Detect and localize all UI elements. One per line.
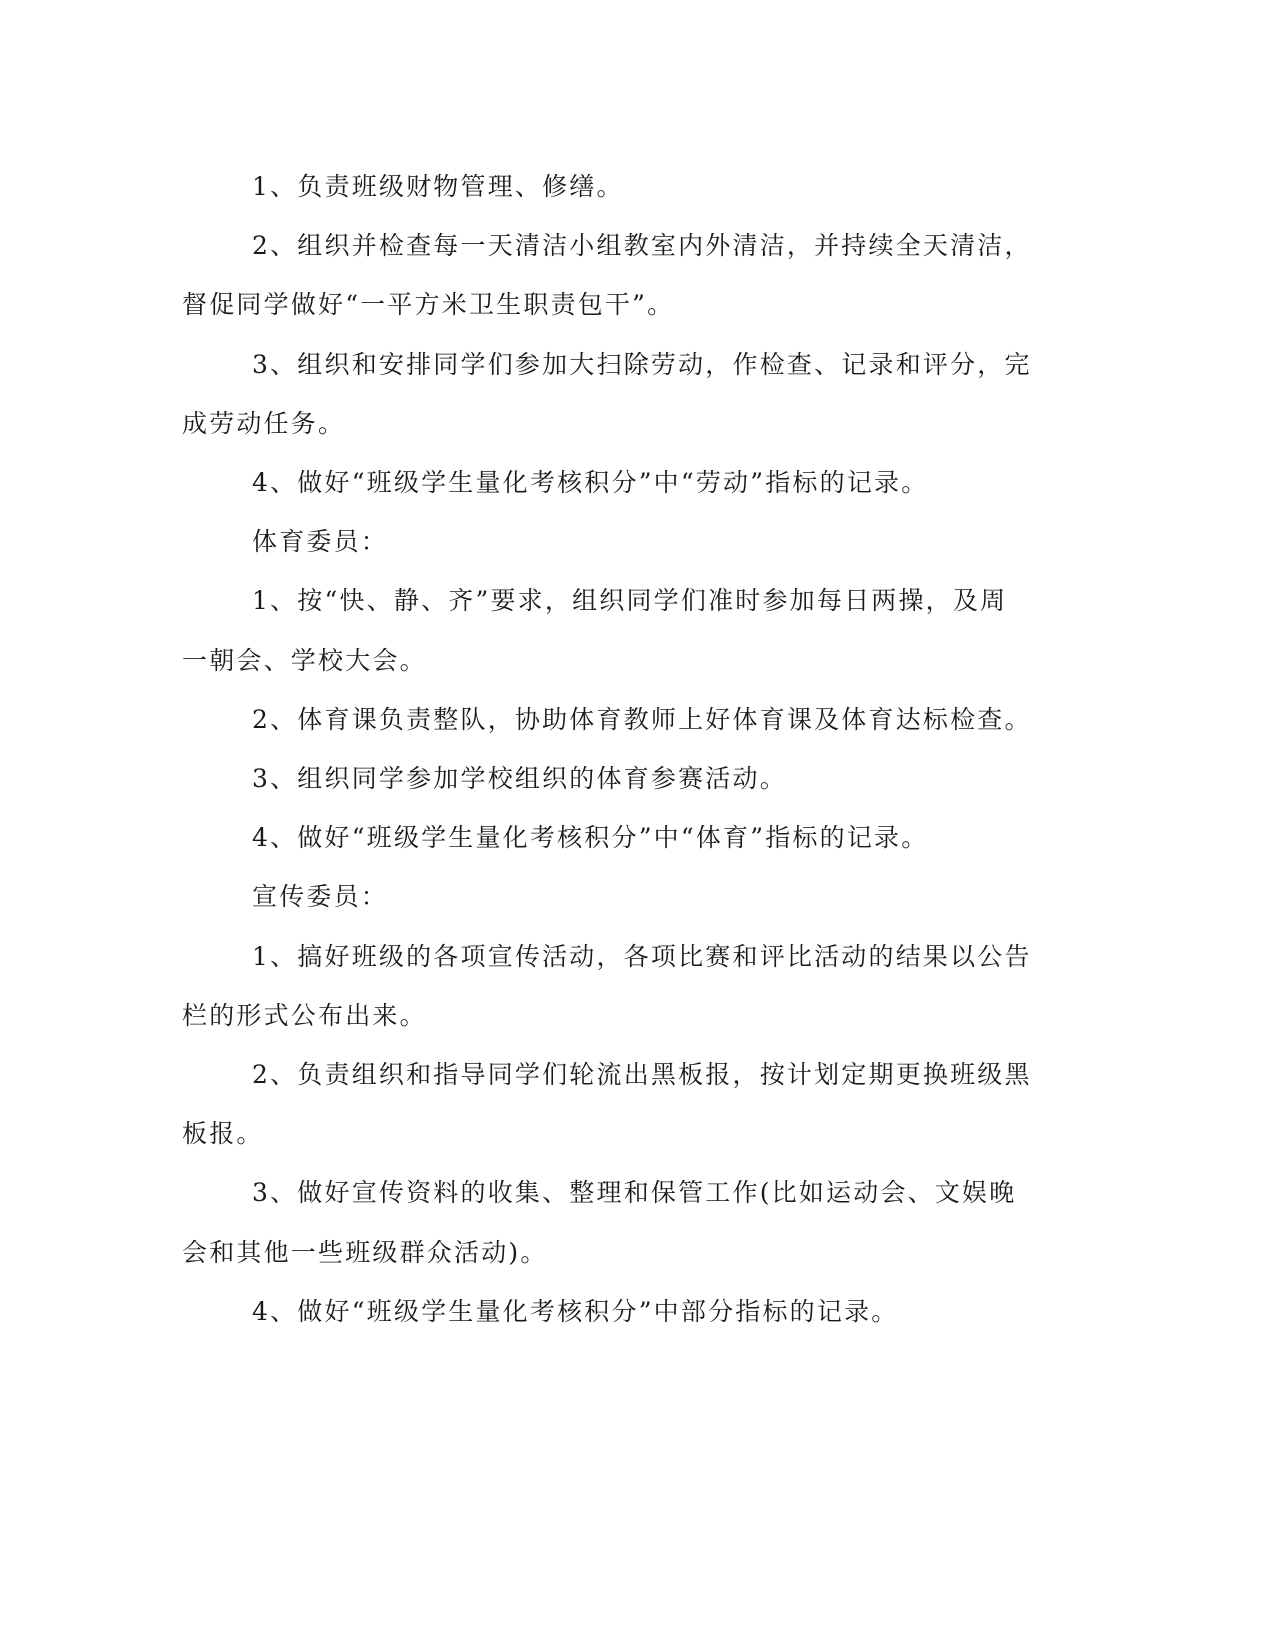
publicity-duty-4: 4、做好“班级学生量化考核积分”中部分指标的记录。 <box>252 1296 899 1326</box>
labor-duty-2: 2、组织并检查每一天清洁小组教室内外清洁，并持续全天清洁，督促同学做好“一平方米卫生职责包干”。 <box>182 231 1032 320</box>
sports-duty-2: 2、体育课负责整队，协助体育教师上好体育课及体育达标检查。 <box>252 704 1032 734</box>
section-heading-publicity: 宣传委员： <box>252 882 389 912</box>
section-heading-sports: 体育委员： <box>252 527 389 557</box>
labor-duty-1: 1、负责班级财物管理、修缮。 <box>252 172 624 201</box>
labor-duty-4: 4、做好“班级学生量化考核积分”中“劳动”指标的记录。 <box>252 468 929 498</box>
sports-duty-1: 1、按“快、静、齐”要求，组织同学们准时参加每日两操，及周一朝会、学校大会。 <box>182 586 1008 675</box>
publicity-duty-3: 3、做好宣传资料的收集、整理和保管工作(比如运动会、文娱晚会和其他一些班级群众活动)。 <box>182 1178 1017 1267</box>
sports-duty-3: 3、组织同学参加学校组织的体育参赛活动。 <box>252 764 787 794</box>
labor-duty-3: 3、组织和安排同学们参加大扫除劳动，作检查、记录和评分，完成劳动任务。 <box>182 349 1032 438</box>
publicity-duty-1: 1、搞好班级的各项宣传活动，各项比赛和评比活动的结果以公告栏的形式公布出来。 <box>182 941 1032 1030</box>
document-body <box>182 157 1032 1341</box>
sports-duty-4: 4、做好“班级学生量化考核积分”中“体育”指标的记录。 <box>252 823 929 853</box>
publicity-duty-2: 2、负责组织和指导同学们轮流出黑板报，按计划定期更换班级黑板报。 <box>182 1060 1032 1149</box>
